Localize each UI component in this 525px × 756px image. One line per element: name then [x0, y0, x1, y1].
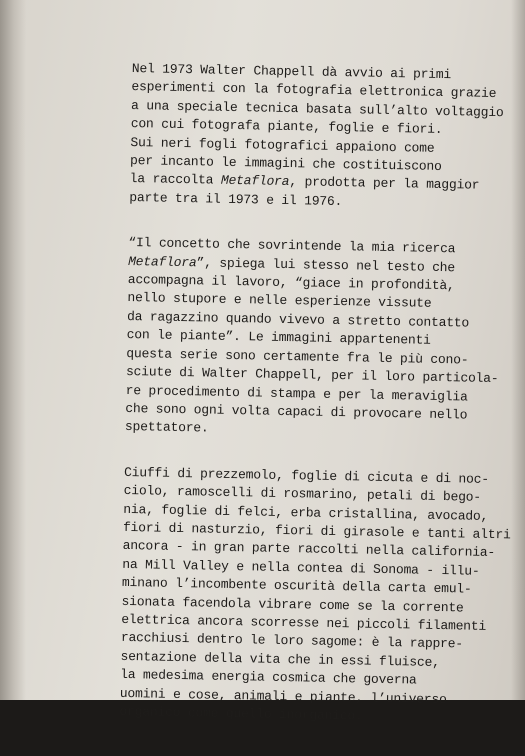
text-segment: da ragazzino quando vivevo a stretto contatto — [127, 309, 469, 331]
text-segment: , prodotta per la maggior — [289, 174, 479, 193]
paragraph-1 — [129, 60, 502, 214]
text-segment: fiori di nasturzio, fiori di girasole e tanti altri — [123, 520, 511, 542]
italic-title: Metaflora — [128, 254, 197, 270]
text-segment: la medesima energia cosmica che governa — [120, 667, 417, 688]
text-segment: minano l’incombente oscurità della carta emul- — [122, 575, 472, 597]
text-segment: ancora - in gran parte raccolti nella california- — [123, 538, 496, 560]
text-segment: sentazione della vita che in essi fluisce, — [120, 649, 439, 670]
text-segment: che sono ogni volta capaci di provocare nello — [125, 401, 467, 423]
text-segment: nello stupore e nelle esperienze vissute — [127, 290, 431, 311]
text-segment: Nel 1973 Walter Chappell dà avvio ai primi — [132, 61, 451, 82]
text-segment: ciolo, ramoscelli di rosmarino, petali di bego- — [124, 483, 481, 505]
body-text — [119, 60, 502, 755]
italic-title: Metaflora — [221, 173, 290, 189]
text-segment: accompagna il lavoro, “giace in profondità, — [128, 272, 455, 293]
text-segment: la raccolta — [130, 171, 221, 188]
text-segment: racchiusi dentro le loro sagome: è la rappre- — [121, 630, 463, 652]
text-segment: questa serie sono certamente fra le più cono- — [126, 346, 468, 368]
text-segment: organico come quello inorganico. — [119, 704, 362, 724]
text-segment: ”, spiega lui stesso nel testo che — [196, 255, 455, 275]
text-segment: parte tra il 1973 e il 1976. — [129, 190, 342, 209]
text-segment: “Il concetto che sovrintende la mia ricerca — [128, 235, 455, 256]
text-segment: Ciuffi di prezzemolo, foglie di cicuta e di noc- — [124, 465, 489, 487]
text-segment: re procedimento di stampa e per la meraviglia — [126, 382, 468, 404]
text-segment: sciute di Walter Chappell, per il loro particola- — [126, 364, 499, 386]
text-segment: uomini e cose, animali e piante, l’universo — [120, 685, 447, 706]
text-segment: elettrica ancora scorresse nei piccoli filamenti — [121, 612, 486, 634]
text-segment: sionata facendola vibrare come se la corrente — [121, 593, 463, 615]
text-segment: spettatore. — [125, 419, 209, 436]
text-segment: per incanto le immagini che costituiscono — [130, 153, 442, 174]
text-segment: Sui neri fogli fotografici appaiono come — [130, 135, 434, 156]
text-segment: con le piante”. Le immagini appartenenti — [127, 327, 431, 348]
text-segment: nia, foglie di felci, erba cristallina, avocado, — [123, 501, 488, 523]
paragraph-2 — [125, 234, 499, 444]
paragraph-3 — [119, 464, 494, 729]
text-segment: a una speciale tecnica basata sull’alto voltaggio — [131, 98, 504, 120]
text-segment: con cui fotografa piante, foglie e fiori. — [131, 116, 443, 137]
text-segment: na Mill Valley e nella contea di Sonoma - illu- — [122, 557, 479, 579]
text-segment: esperimenti con la fotografia elettronica grazie — [131, 79, 496, 101]
